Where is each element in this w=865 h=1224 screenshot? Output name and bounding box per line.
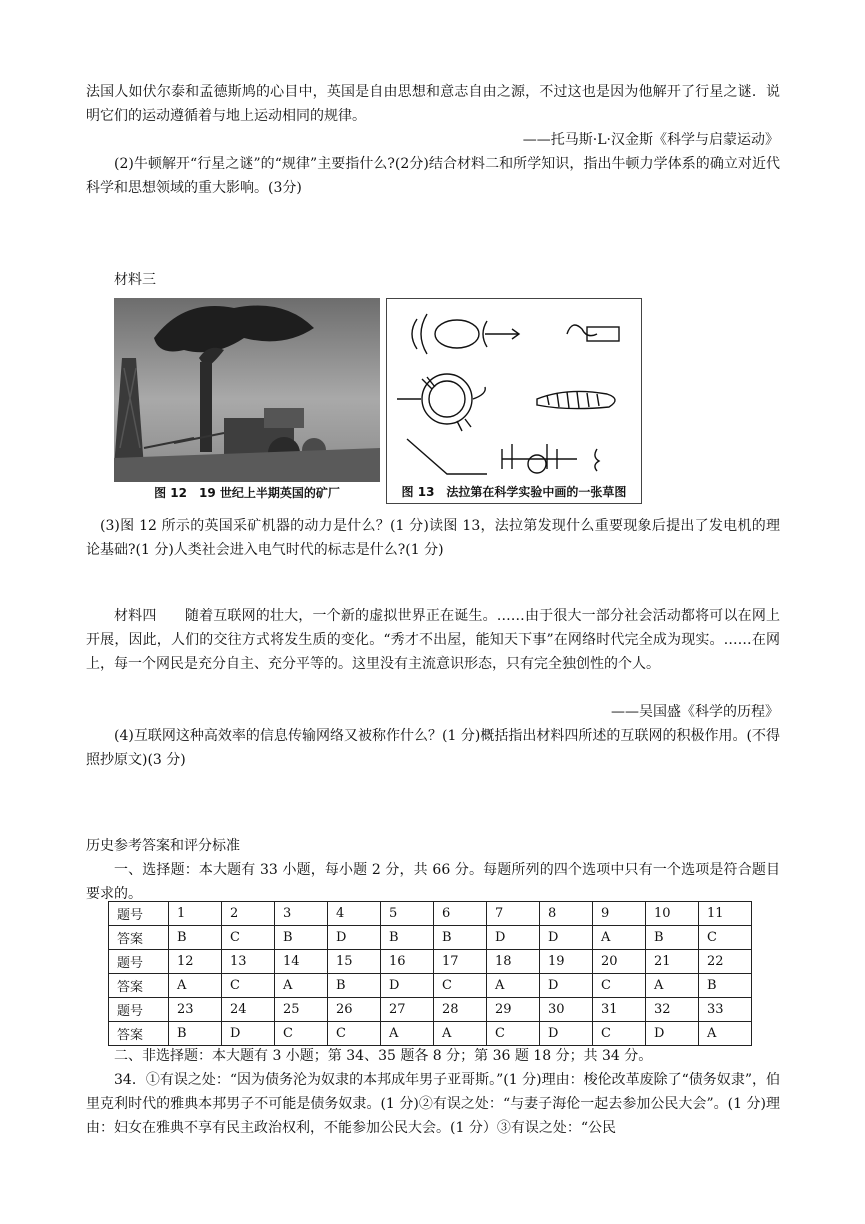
answer-table-cell: 7: [487, 902, 540, 926]
answer-table-cell: B: [381, 926, 434, 950]
answer-table-cell: B: [328, 974, 381, 998]
answer-table-cell: 22: [699, 950, 752, 974]
answer-34: 34．①有误之处：“因为债务沦为奴隶的本邦成年男子亚哥斯。”(1 分)理由：梭伦改革废除了“债务奴隶”，伯里克利时代的雅典本邦男子不可能是债务奴隶。(1 分)②有误之处：“与妻子海伦一起去参加公民大会”。(1 分)理由：妇女在雅典不享有民主政治权利，不能参加公民大会。(1 分）③有误之处：“公民: [86, 1072, 780, 1136]
answer-table-cell: A: [487, 974, 540, 998]
answer-table-cell: 18: [487, 950, 540, 974]
answer-table-row-header: 题号: [109, 998, 169, 1022]
answer-table-cell: 11: [699, 902, 752, 926]
answer-table-cell: A: [699, 1022, 752, 1046]
material2-source: ——托马斯·L·汉金斯《科学与启蒙运动》: [522, 132, 779, 148]
answer-table-cell: 1: [169, 902, 222, 926]
material2-text: 法国人如伏尔泰和孟德斯鸠的心目中，英国是自由思想和意志自由之源，不过这也是因为他解开了行星之谜．说明它们的运动遵循着与地上运动相同的规律。: [86, 84, 780, 124]
material4-source: ——吴国盛《科学的历程》: [611, 704, 779, 720]
answer-table-cell: B: [699, 974, 752, 998]
answer-table-cell: 20: [593, 950, 646, 974]
answer-table-cell: B: [169, 1022, 222, 1046]
answer-table-row: [109, 1022, 752, 1046]
answer-table-cell: 3: [275, 902, 328, 926]
answer-table-cell: C: [699, 926, 752, 950]
answer-table-cell: A: [646, 974, 699, 998]
answer-table-cell: C: [434, 974, 487, 998]
answer-table: [108, 901, 752, 1046]
answer-table-cell: B: [275, 926, 328, 950]
answer-table-cell: 8: [540, 902, 593, 926]
answer-table-cell: 23: [169, 998, 222, 1022]
question-3: (3)图 12 所示的英国采矿机器的动力是什么？(1 分)读图 13，法拉第发现什么重要现象后提出了发电机的理论基础?(1 分)人类社会进入电气时代的标志是什么?(1 分): [86, 518, 780, 558]
mine-photo-image: [114, 298, 380, 482]
answers-title: 历史参考答案和评分标准: [86, 838, 240, 854]
answer-table-cell: 17: [434, 950, 487, 974]
answer-table-cell: D: [328, 926, 381, 950]
answer-table-cell: 26: [328, 998, 381, 1022]
answer-table-cell: C: [593, 1022, 646, 1046]
answer-table-cell: 33: [699, 998, 752, 1022]
answer-table-cell: D: [487, 926, 540, 950]
answer-table-cell: 28: [434, 998, 487, 1022]
answer-table-row: [109, 926, 752, 950]
answer-table-cell: B: [434, 926, 487, 950]
answer-table-cell: D: [381, 974, 434, 998]
faraday-sketch-image: [387, 299, 641, 481]
answer-table-cell: C: [487, 1022, 540, 1046]
answer-table-cell: A: [434, 1022, 487, 1046]
material4-text: 材料四 随着互联网的壮大，一个新的虚拟世界正在诞生。……由于很大一部分社会活动都将可以在网上开展，因此，人们的交往方式将发生质的变化。“秀才不出屋，能知天下事”在网络时代完全成为现实。……在网上，每一个网民是充分自主、充分平等的。这里没有主流意识形态，只有完全独创性的个人。: [86, 608, 780, 672]
answer-table-row: [109, 902, 752, 926]
answer-table-cell: 4: [328, 902, 381, 926]
answer-table-row-header: 题号: [109, 902, 169, 926]
answer-table-row: [109, 998, 752, 1022]
question-4: (4)互联网这种高效率的信息传输网络又被称作什么？(1 分)概括指出材料四所述的互联网的积极作用。(不得照抄原文)(3 分): [86, 728, 780, 768]
answer-table-cell: C: [222, 974, 275, 998]
answer-table-cell: 31: [593, 998, 646, 1022]
answer-table-cell: 19: [540, 950, 593, 974]
answer-table-cell: 32: [646, 998, 699, 1022]
answer-table-cell: C: [593, 974, 646, 998]
answer-table-cell: 30: [540, 998, 593, 1022]
answers-section1: 一、选择题：本大题有 33 小题，每小题 2 分，共 66 分。每题所列的四个选项中只有一个选项是符合题目要求的。: [86, 862, 780, 902]
answer-table-cell: C: [275, 1022, 328, 1046]
figure-13-caption: 图 13 法拉第在科学实验中画的一张草图: [387, 481, 641, 503]
answer-table-cell: D: [540, 1022, 593, 1046]
answer-table-cell: C: [222, 926, 275, 950]
answer-table-cell: 6: [434, 902, 487, 926]
answer-table-cell: 2: [222, 902, 275, 926]
answer-table-cell: A: [275, 974, 328, 998]
answer-table-row: [109, 950, 752, 974]
answers-section2: 二、非选择题：本大题有 3 小题；第 34、35 题各 8 分；第 36 题 18 分；共 34 分。: [114, 1048, 653, 1064]
answer-table-cell: 27: [381, 998, 434, 1022]
figure-13-faraday-sketch: [386, 298, 642, 504]
question-2: (2)牛顿解开“行星之谜”的“规律”主要指什么?(2分)结合材料二和所学知识，指出牛顿力学体系的确立对近代科学和思想领域的重大影响。(3分): [86, 156, 780, 196]
answer-table-cell: 5: [381, 902, 434, 926]
answer-table-cell: 25: [275, 998, 328, 1022]
answer-table-cell: A: [593, 926, 646, 950]
figure-12-caption: 图 12 19 世纪上半期英国的矿厂: [114, 482, 380, 504]
answer-table-row: [109, 974, 752, 998]
answer-table-cell: A: [169, 974, 222, 998]
answer-table-cell: D: [222, 1022, 275, 1046]
answer-table-cell: D: [646, 1022, 699, 1046]
answer-table-cell: 29: [487, 998, 540, 1022]
material3-figures: [114, 298, 642, 504]
material3-label: 材料三: [114, 272, 156, 288]
answer-table-cell: 13: [222, 950, 275, 974]
answer-table-cell: B: [169, 926, 222, 950]
answer-table-cell: D: [540, 974, 593, 998]
answer-table-row-header: 答案: [109, 926, 169, 950]
answer-table-cell: 15: [328, 950, 381, 974]
answer-table-cell: 21: [646, 950, 699, 974]
answer-table-row-header: 答案: [109, 974, 169, 998]
answer-table-cell: D: [540, 926, 593, 950]
figure-12-mine-photo: [114, 298, 380, 504]
answer-table-cell: 10: [646, 902, 699, 926]
answer-table-row-header: 答案: [109, 1022, 169, 1046]
answer-table-cell: A: [381, 1022, 434, 1046]
answer-table-cell: 24: [222, 998, 275, 1022]
answer-table-cell: 14: [275, 950, 328, 974]
answer-table-cell: C: [328, 1022, 381, 1046]
answer-table-cell: 12: [169, 950, 222, 974]
answer-table-cell: 9: [593, 902, 646, 926]
answer-table-row-header: 题号: [109, 950, 169, 974]
answer-table-cell: B: [646, 926, 699, 950]
answer-table-cell: 16: [381, 950, 434, 974]
